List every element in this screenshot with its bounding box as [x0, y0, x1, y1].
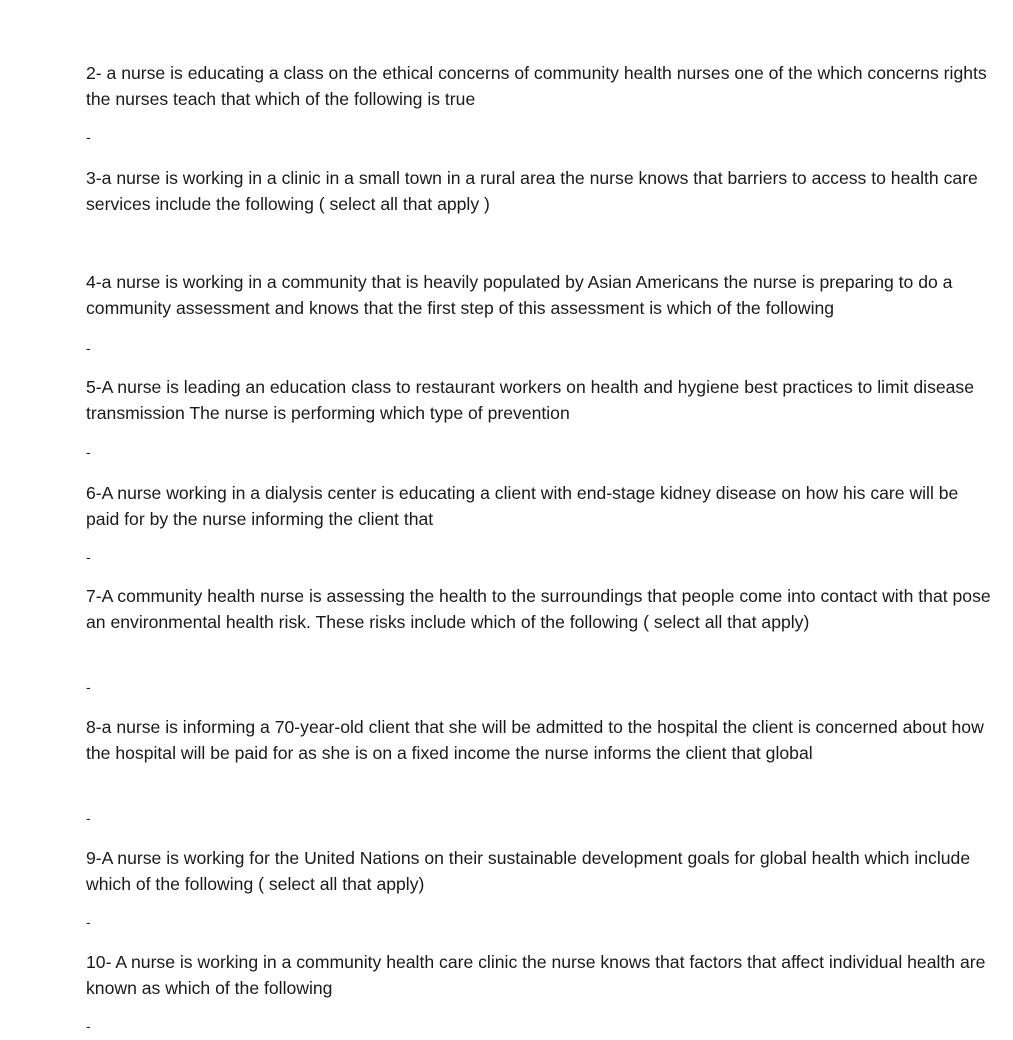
question-8: 8-a nurse is informing a 70-year-old client that she will be admitted to the hospital the client is concerned about how the hospital will be paid for as she is on a fixed income the nurse informs the client that global [86, 717, 984, 763]
answer-marker-6: - [86, 549, 91, 565]
question-6: 6-A nurse working in a dialysis center is educating a client with end-stage kidney disease on how his care will be paid for by the nurse informing the client that [86, 483, 959, 529]
question-3: 3-a nurse is working in a clinic in a small town in a rural area the nurse knows that barriers to access to health care services include the following ( select all that apply ) [86, 168, 978, 214]
answer-marker-7: - [86, 679, 91, 695]
question-10: 10- A nurse is working in a community health care clinic the nurse knows that factors that affect individual health are known as which of the following [86, 952, 986, 998]
answer-marker-9: - [86, 914, 91, 930]
question-9: 9-A nurse is working for the United Nations on their sustainable development goals for global health which include which of the following ( select all that apply) [86, 848, 971, 894]
answer-marker-8: - [86, 810, 91, 826]
answer-marker-2: - [86, 129, 91, 145]
question-5: 5-A nurse is leading an education class to restaurant workers on health and hygiene best practices to limit disease transmission The nurse is performing which type of prevention [86, 377, 975, 423]
answer-marker-5: - [86, 444, 91, 460]
question-4: 4-a nurse is working in a community that is heavily populated by Asian Americans the nurse is preparing to do a community assessment and knows that the first step of this assessment is which of the following [86, 272, 953, 318]
question-2: 2- a nurse is educating a class on the ethical concerns of community health nurses one of the which concerns rights the nurses teach that which of the following is true [86, 63, 987, 109]
answer-marker-10: - [86, 1018, 91, 1034]
answer-marker-4: - [86, 340, 91, 356]
question-7: 7-A community health nurse is assessing the health to the surroundings that people come into contact with that pose an environmental health risk. These risks include which of the following ( select all that apply) [86, 586, 991, 632]
